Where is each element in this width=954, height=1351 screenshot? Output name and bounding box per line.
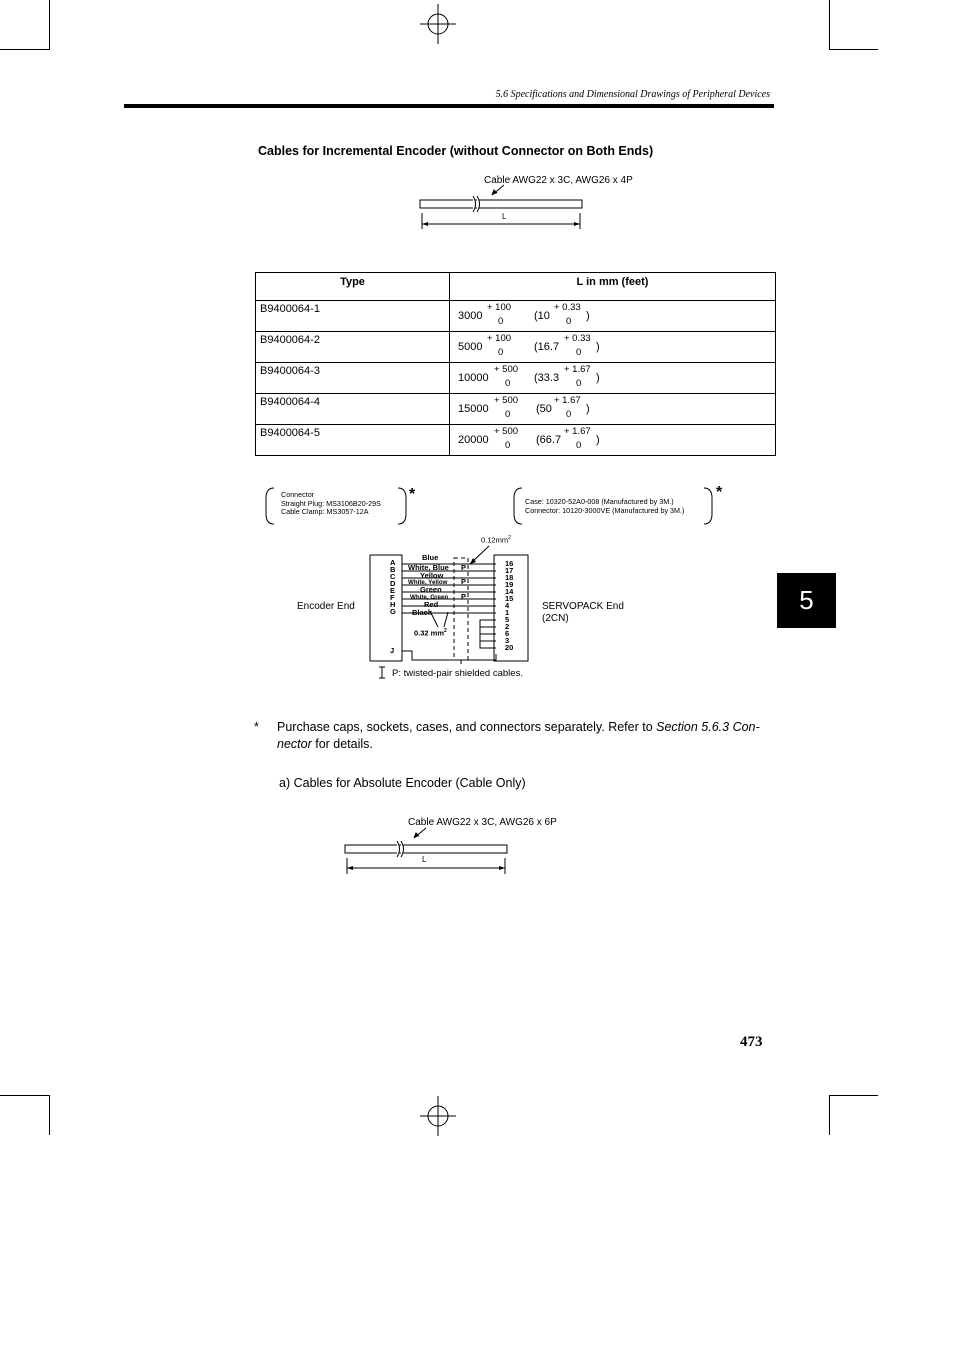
length-label: L: [502, 212, 507, 221]
right-pin: 2: [505, 622, 510, 631]
left-pin: E: [390, 586, 396, 595]
right-pin: 1: [505, 608, 510, 617]
note-asterisk: *: [254, 720, 259, 734]
wire-color-label: White, Yellow: [408, 579, 448, 586]
left-pin: H: [390, 600, 396, 609]
registration-mark-top: [420, 4, 456, 44]
shield-size-label: $0.12mm^2$: [481, 535, 511, 545]
right-pin: 15: [505, 594, 514, 603]
table-row: [256, 425, 776, 456]
section-title: Cables for Incremental Encoder (without Connector on Both Ends): [258, 144, 654, 158]
table-cell-type: B9400064-5: [256, 425, 450, 456]
right-pin: 16: [505, 559, 514, 568]
encoder-end-label: Encoder End: [297, 601, 355, 612]
wire-color-label: Black: [412, 608, 433, 617]
right-pin: 20: [505, 643, 514, 652]
left-pin: A: [390, 558, 396, 567]
right-asterisk: *: [716, 484, 723, 501]
twisted-pair-legend: P: twisted-pair shielded cables.: [392, 668, 523, 679]
right-pin: 3: [505, 636, 510, 645]
cable-label: Cable AWG22 x 3C, AWG26 x 4P: [484, 175, 633, 186]
registration-mark-bottom: [420, 1096, 456, 1136]
running-head: 5.6 Specifications and Dimensional Drawings of Peripheral Devices: [495, 89, 770, 100]
right-pin: 4: [505, 601, 510, 610]
right-pin: 14: [505, 587, 514, 596]
right-connector-spec: Case: 10320-52A0-008 (Manufactured by 3M.) Connector: 10120-3000VE (Manufactured by 3M.): [525, 497, 685, 515]
left-pin: B: [390, 565, 396, 574]
section-reference: Section 5.6.3 Con-nector: [277, 720, 760, 751]
length-table: [255, 272, 776, 456]
cable-diagram: [418, 183, 588, 233]
table-cell-length: 10000 + 500 0 (33.3 + 1.67 0 ): [450, 363, 776, 394]
table-cell-length: 15000 + 500 0 (50 + 1.67 0 ): [450, 394, 776, 425]
ground-pin: J: [390, 646, 395, 655]
right-pin: 18: [505, 573, 514, 582]
pair-mark: P: [461, 563, 467, 572]
table-cell-type: B9400064-3: [256, 363, 450, 394]
table-cell-length: 3000 + 100 0 (10 + 0.33 0 ): [450, 301, 776, 332]
right-pin: 17: [505, 566, 514, 575]
note-text: Purchase caps, sockets, cases, and connectors separately. Refer to Section 5.6.3 Con-nector for details.: [277, 720, 760, 751]
wire-color-label: Blue: [422, 553, 439, 562]
servopack-end-label: SERVOPACK End (2CN): [542, 601, 624, 624]
table-row: [256, 394, 776, 425]
table-cell-length: 20000 + 500 0 (66.7 + 1.67 0 ): [450, 425, 776, 456]
table-row: [256, 332, 776, 363]
pair-mark: P: [461, 577, 467, 586]
wire-color-label: Yellow: [420, 571, 444, 580]
table-header-type: Type: [256, 273, 450, 301]
table-cell-type: B9400064-4: [256, 394, 450, 425]
chapter-tab: 5: [777, 573, 836, 628]
wire-color-label: Green: [420, 585, 442, 594]
table-row: [256, 363, 776, 394]
cable-label: Cable AWG22 x 3C, AWG26 x 6P: [408, 817, 557, 828]
wire-color-label: White, Blue: [408, 563, 449, 572]
length-label: L: [422, 855, 427, 864]
left-pin: F: [390, 593, 395, 602]
left-pin: D: [390, 579, 396, 588]
subsection-title: a) Cables for Absolute Encoder (Cable Only): [279, 776, 526, 790]
left-pin: C: [390, 572, 396, 581]
table-row: [256, 301, 776, 332]
wire-color-label: White, Green: [410, 594, 449, 601]
left-pin: G: [390, 607, 396, 616]
cable-diagram: [343, 826, 513, 876]
header-rule: [124, 104, 774, 108]
right-pin: 5: [505, 615, 510, 624]
right-pin: 6: [505, 629, 510, 638]
table-cell-length: 5000 + 100 0 (16.7 + 0.33 0 ): [450, 332, 776, 363]
right-pin: 19: [505, 580, 514, 589]
table-cell-type: B9400064-1: [256, 301, 450, 332]
page-number: 473: [740, 1034, 763, 1050]
table-header-length: L in mm (feet): [450, 273, 776, 301]
pair-mark: P: [461, 592, 467, 601]
left-connector-spec: Connector Straight Plug: MS3106B20-29S Cable Clamp: MS3057-12A: [281, 490, 381, 517]
power-wire-size: 0.32 $mm^2$: [414, 628, 447, 638]
left-asterisk: *: [409, 486, 416, 503]
table-cell-type: B9400064-2: [256, 332, 450, 363]
wire-color-label: Red: [424, 600, 439, 609]
